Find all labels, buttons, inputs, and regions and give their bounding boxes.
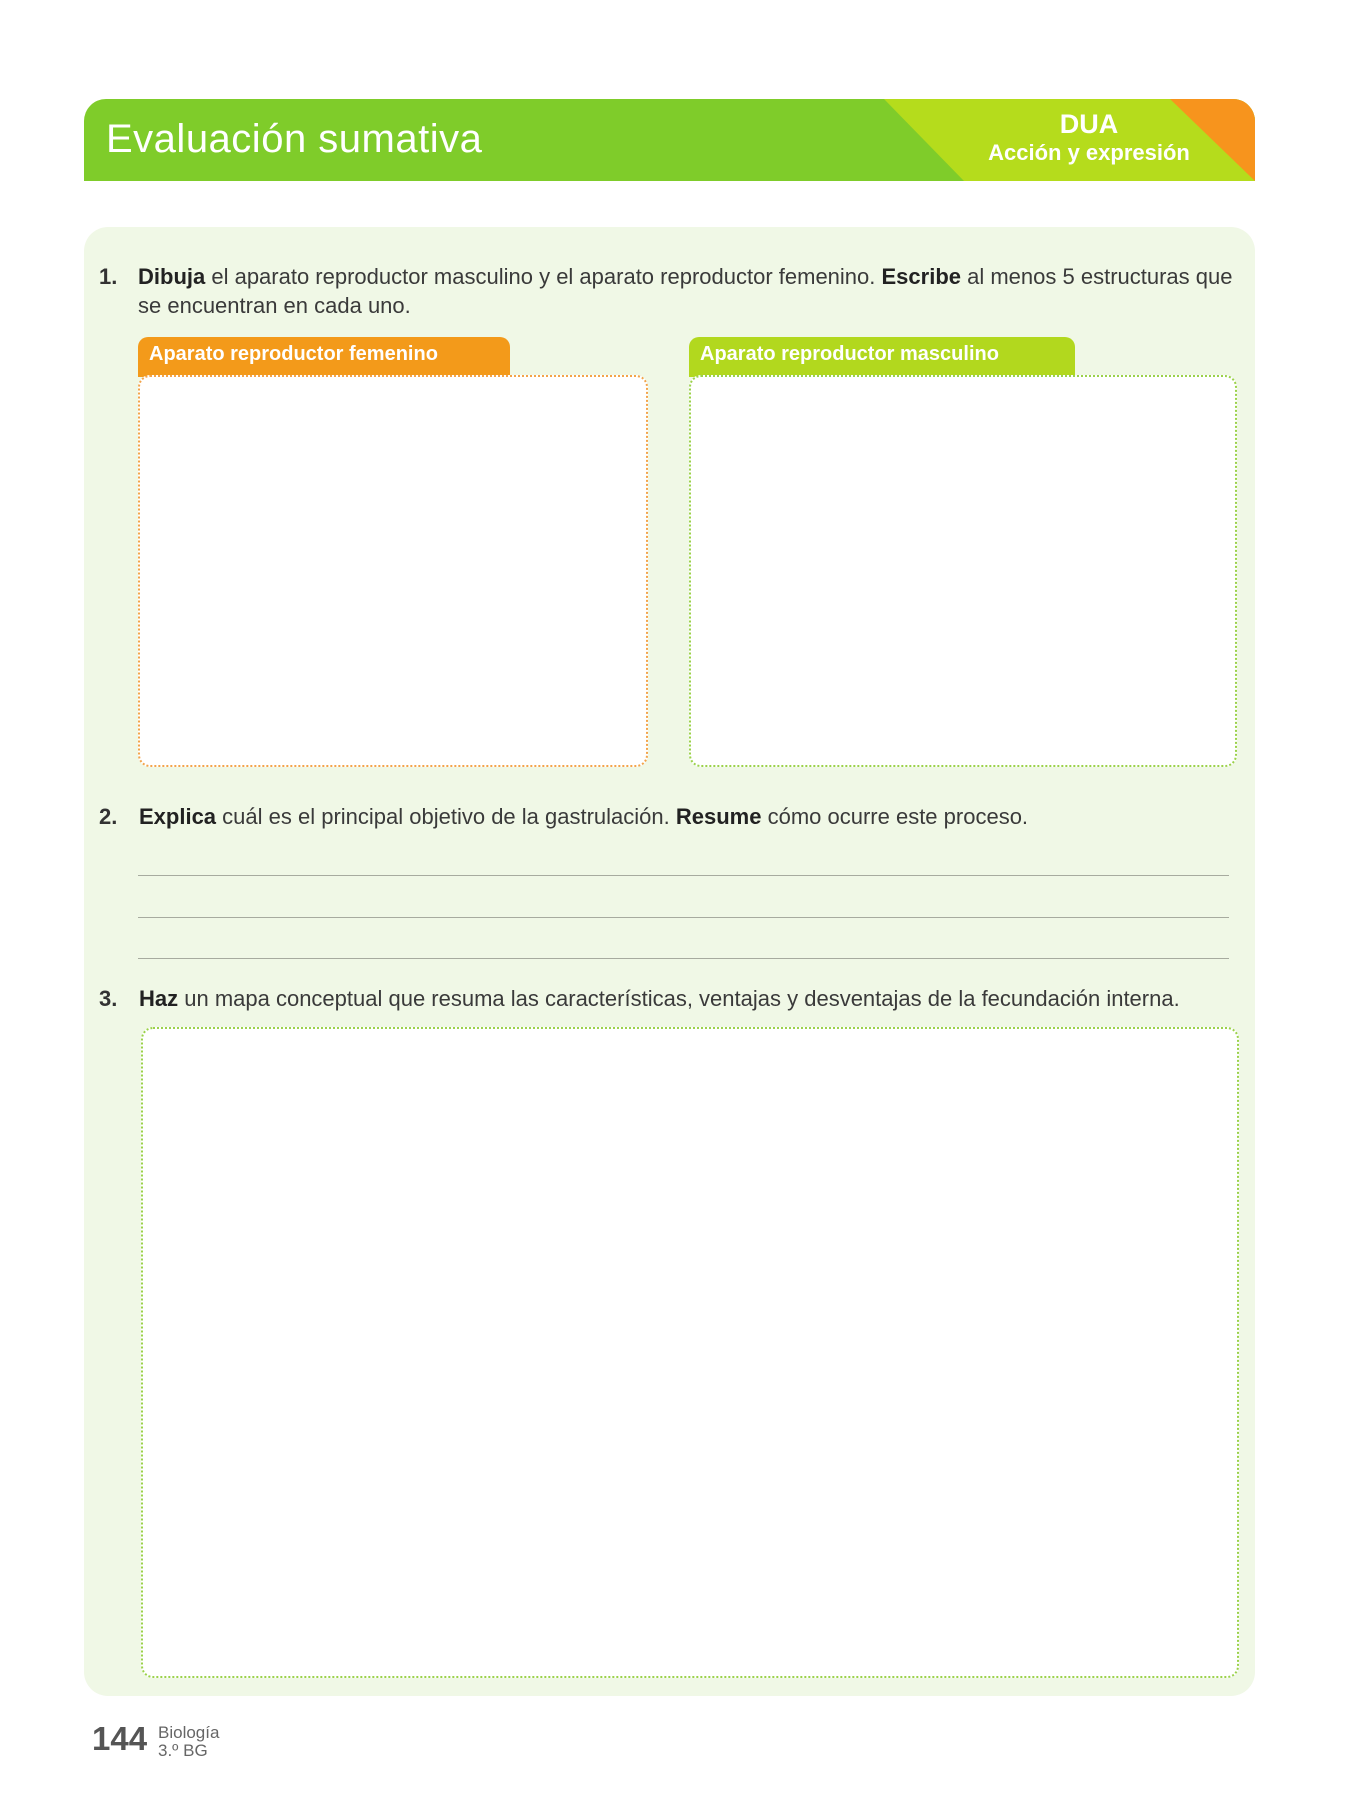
page-title: Evaluación sumativa	[106, 117, 483, 161]
question-number: 3.	[99, 986, 118, 1011]
section-header-banner	[84, 99, 1255, 181]
instruction-verb: Haz	[139, 986, 179, 1011]
instruction-verb: Escribe	[881, 264, 961, 289]
answer-line[interactable]	[138, 875, 1229, 876]
answer-line[interactable]	[138, 917, 1229, 918]
dua-badge	[964, 109, 1214, 167]
instruction-verb: Explica	[139, 804, 217, 829]
box-label-female: Aparato reproductor femenino	[138, 337, 510, 377]
answer-line[interactable]	[138, 958, 1229, 959]
question-text	[139, 802, 1239, 831]
drawing-area-male[interactable]	[689, 375, 1237, 767]
question-text	[138, 262, 1239, 320]
book-grade: 3.º BG	[158, 1741, 208, 1760]
instruction-verb: Resume	[675, 804, 762, 829]
question-text-part: al menos 5 estructuras que se encuentran en cada uno.	[138, 264, 1233, 318]
dua-subtitle: Acción y expresión	[988, 140, 1190, 165]
question-text-part: el aparato reproductor masculino y el aparato reproductor femenino.	[205, 264, 882, 289]
question-number: 2.	[99, 804, 118, 829]
drawing-area-female[interactable]	[138, 375, 648, 767]
question-text-part: cuál es el principal objetivo de la gastrulación.	[216, 804, 676, 829]
instruction-verb: Dibuja	[138, 264, 206, 289]
book-info	[158, 1724, 219, 1760]
box-label-male: Aparato reproductor masculino	[689, 337, 1075, 377]
page-number: 144	[92, 1720, 148, 1757]
question-text	[139, 984, 1239, 1013]
question-text-part: cómo ocurre este proceso.	[761, 804, 1029, 829]
question-number: 1.	[99, 264, 118, 289]
question-text-part: un mapa conceptual que resuma las características, ventajas y desventajas de la fecundación interna.	[178, 986, 1180, 1011]
question-3	[99, 984, 1239, 1013]
question-1	[99, 262, 1239, 320]
activity-panel	[84, 227, 1255, 1696]
question-2	[99, 802, 1239, 831]
book-subject: Biología	[158, 1723, 220, 1742]
concept-map-area[interactable]	[141, 1027, 1239, 1678]
dua-title: DUA	[1059, 109, 1119, 139]
